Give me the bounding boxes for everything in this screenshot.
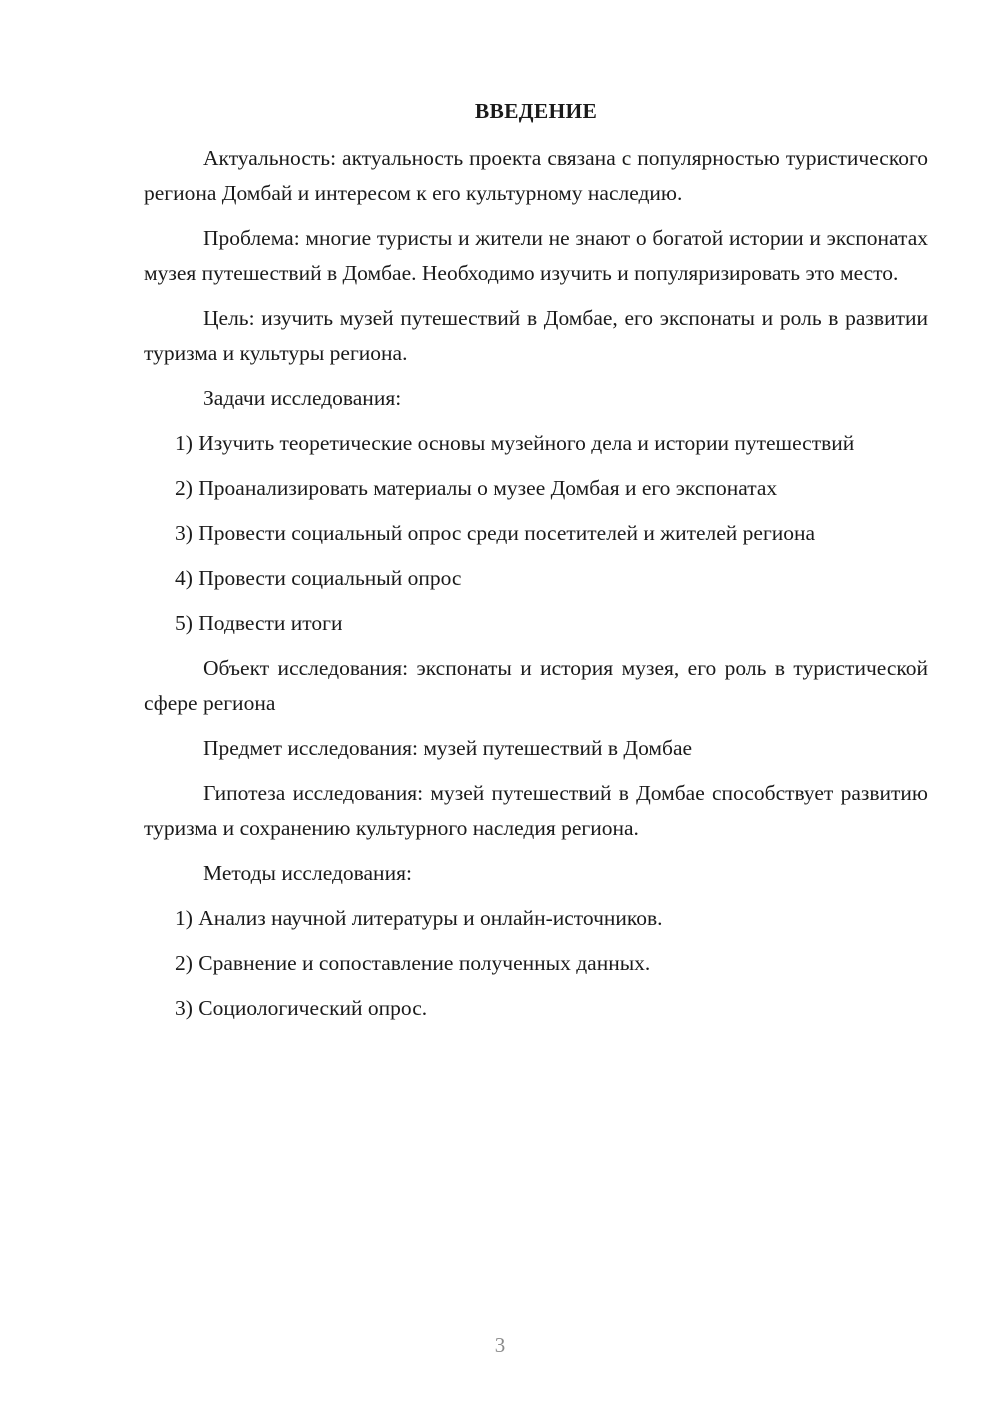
page-number: 3 xyxy=(494,1333,506,1357)
goal-paragraph: Цель: изучить музей путешествий в Домбае, его экспонаты и роль в развитии туризма и культуры региона. xyxy=(144,306,928,365)
object-paragraph: Объект исследования: экспонаты и история музея, его роль в туристической сфере региона xyxy=(144,656,928,715)
task-item: 2) Проанализировать материалы о музее Домбая и его экспонатах xyxy=(175,476,778,500)
tasks-heading: Задачи исследования: xyxy=(203,386,402,410)
subject-paragraph: Предмет исследования: музей путешествий в Домбае xyxy=(203,736,693,760)
method-item: 3) Социологический опрос. xyxy=(175,996,428,1020)
method-item: 1) Анализ научной литературы и онлайн-источников. xyxy=(175,906,663,930)
hypothesis-paragraph: Гипотеза исследования: музей путешествий в Домбае способствует развитию туризма и сохранению культурного наследия региона. xyxy=(144,781,928,840)
task-item: 3) Провести социальный опрос среди посетителей и жителей региона xyxy=(175,521,816,545)
relevance-paragraph: Актуальность: актуальность проекта связана с популярностью туристического региона Домбай и интересом к его культурному наследию. xyxy=(144,146,928,205)
task-item: 1) Изучить теоретические основы музейного дела и истории путешествий xyxy=(175,431,855,455)
document-page xyxy=(144,96,928,1036)
method-item: 2) Сравнение и сопоставление полученных данных. xyxy=(175,951,651,975)
methods-heading: Методы исследования: xyxy=(203,861,412,885)
task-item: 4) Провести социальный опрос xyxy=(175,566,462,590)
section-title: ВВЕДЕНИЕ xyxy=(474,99,598,123)
problem-paragraph: Проблема: многие туристы и жители не знают о богатой истории и экспонатах музея путешествий в Домбае. Необходимо изучить и популяризировать это место. xyxy=(144,226,928,285)
task-item: 5) Подвести итоги xyxy=(175,611,343,635)
